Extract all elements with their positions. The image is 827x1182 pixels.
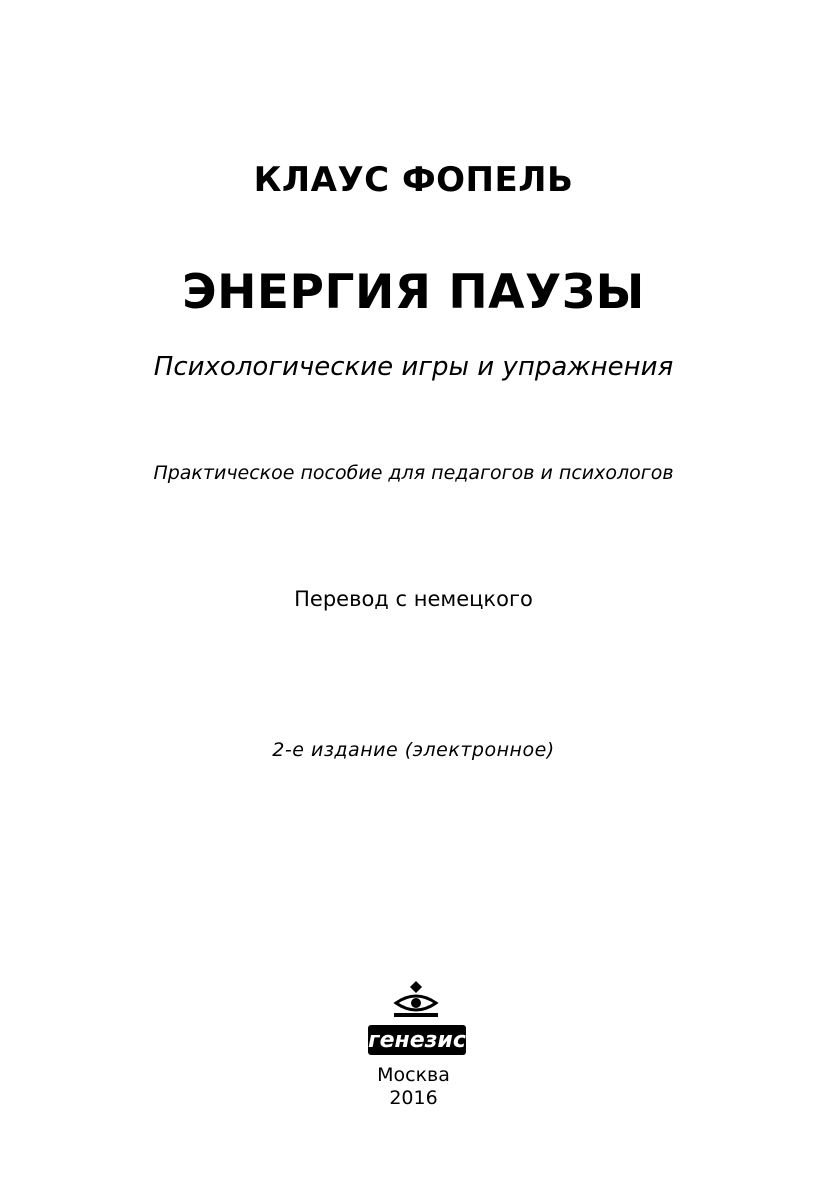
publication-year: 2016 [389,1087,438,1109]
publisher-logo-text: генезис [368,1028,466,1053]
edition-note: 2-е издание (электронное) [272,739,555,761]
author-name: КЛАУС ФОПЕЛЬ [253,160,574,200]
book-title: ЭНЕРГИЯ ПАУЗЫ [182,265,645,320]
book-subtitle: Психологические игры и упражнения [153,352,674,382]
publication-city: Москва [377,1064,450,1086]
publisher-logo [360,975,472,1059]
audience-note: Практическое пособие для педагогов и психологов [153,462,674,484]
translation-note: Перевод с немецкого [294,587,533,611]
eye-icon [360,975,472,1059]
